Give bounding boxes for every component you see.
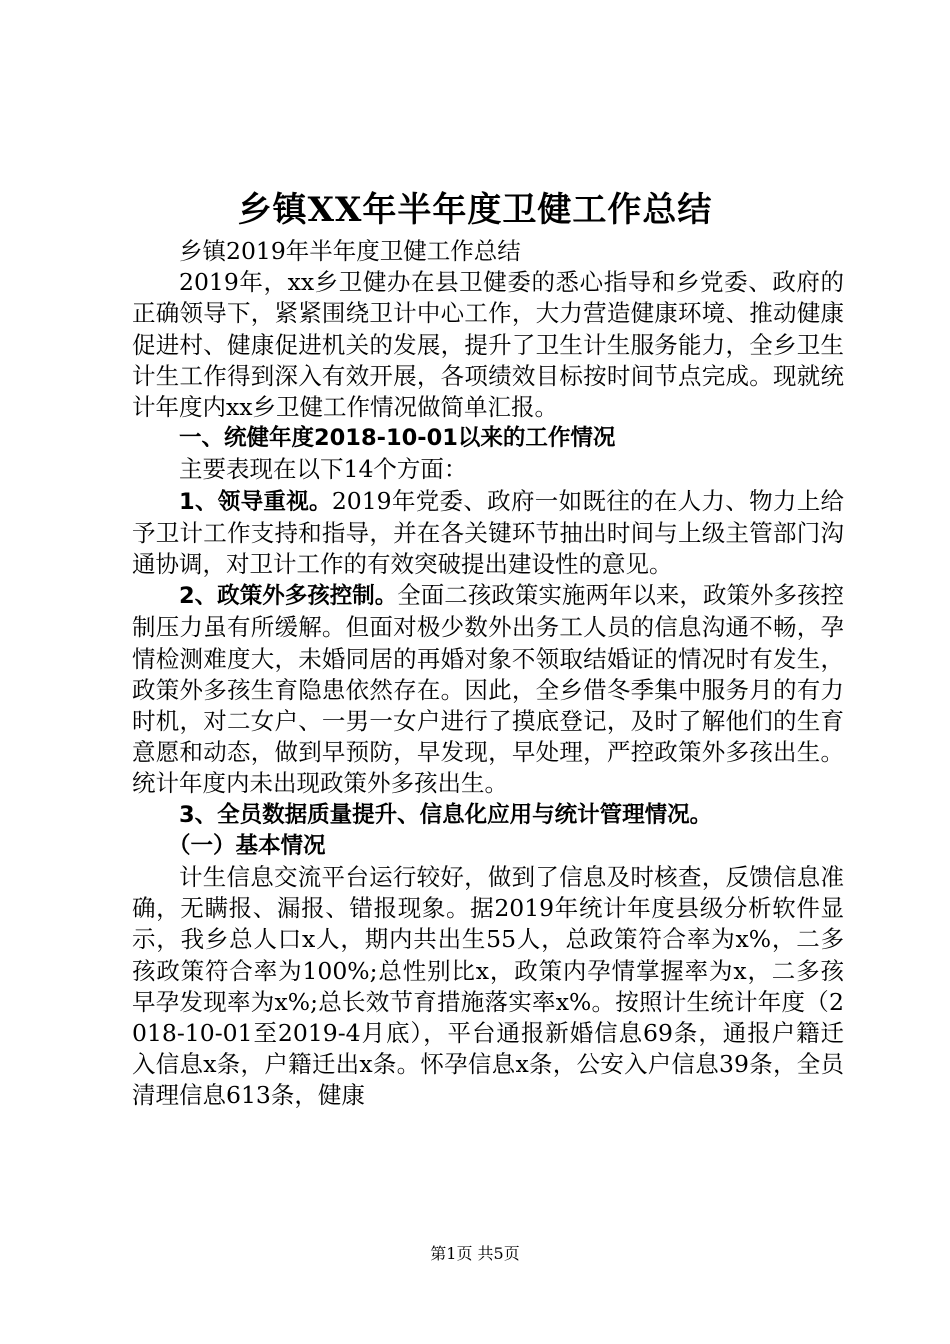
document-body bbox=[132, 236, 844, 1112]
item3-heading: 3、全员数据质量提升、信息化应用与统计管理情况。 bbox=[179, 801, 713, 828]
item2-paragraph bbox=[132, 580, 844, 799]
sub1-paragraph: 计生信息交流平台运行较好，做到了信息及时核查，反馈信息准确，无瞒报、漏报、错报现象。据2019年统计年度县级分析软件显示，我乡总人口x人，期内共出生55人，总政策符合率为x%，二多孩政策符合率为100%;总性别比x，政策内孕情掌握率为x，二多孩早孕发现率为x%;总长效节育措施落实率x%。按照计生统计年度（2018-10-01至2019-4月底），平台通报新婚信息69条，通报户籍迁入信息x条，户籍迁出x条。怀孕信息x条，公安入户信息39条，全员清理信息613条，健康 bbox=[132, 863, 844, 1110]
item1-lead: 1、领导重视。 bbox=[179, 488, 332, 515]
document-title: 乡镇XX年半年度卫健工作总结 bbox=[237, 190, 713, 230]
item2-lead: 2、政策外多孩控制。 bbox=[179, 583, 398, 610]
item1-text: 2019年党委、政府一如既往的在人力、物力上给予卫计工作支持和指导，并在各关键环节抽出时间与上级主管部门沟通协调，对卫计工作的有效突破提出建设性的意见。 bbox=[132, 486, 845, 579]
section1-intro: 主要表现在以下14个方面： bbox=[179, 455, 468, 484]
sub1-heading: （一）基本情况 bbox=[168, 832, 326, 859]
intro-paragraph: 2019年，xx乡卫健办在县卫健委的悉心指导和乡党委、政府的正确领导下，紧紧围绕卫计中心工作，大力营造健康环境、推动健康促进村、健康促进机关的发展，提升了卫生计生服务能力，全乡卫生计生工作得到深入有效开展，各项绩效目标按时间节点完成。现就统计年度内xx乡卫健工作情况做简单汇报。 bbox=[132, 268, 844, 422]
section1-heading: 一、统健年度2018-10-01以来的工作情况 bbox=[179, 425, 616, 452]
document-subtitle: 乡镇2019年半年度卫健工作总结 bbox=[179, 237, 521, 265]
item2-text: 全面二孩政策实施两年以来，政策外多孩控制压力虽有所缓解。但面对极少数外出务工人员的信息沟通不畅，孕情检测难度大，未婚同居的再婚对象不领取结婚证的情况时有发生，政策外多孩生育隐患依然存在。因此，全乡借冬季集中服务月的有力时机，对二女户、一男一女户进行了摸底登记，及时了解他们的生育意愿和动态，做到早预防，早发现，早处理，严控政策外多孩出生。统计年度内未出现政策外多孩出生。 bbox=[132, 581, 845, 798]
item1-paragraph bbox=[132, 486, 844, 581]
page-indicator: 第1页 共5页 bbox=[430, 1244, 520, 1263]
